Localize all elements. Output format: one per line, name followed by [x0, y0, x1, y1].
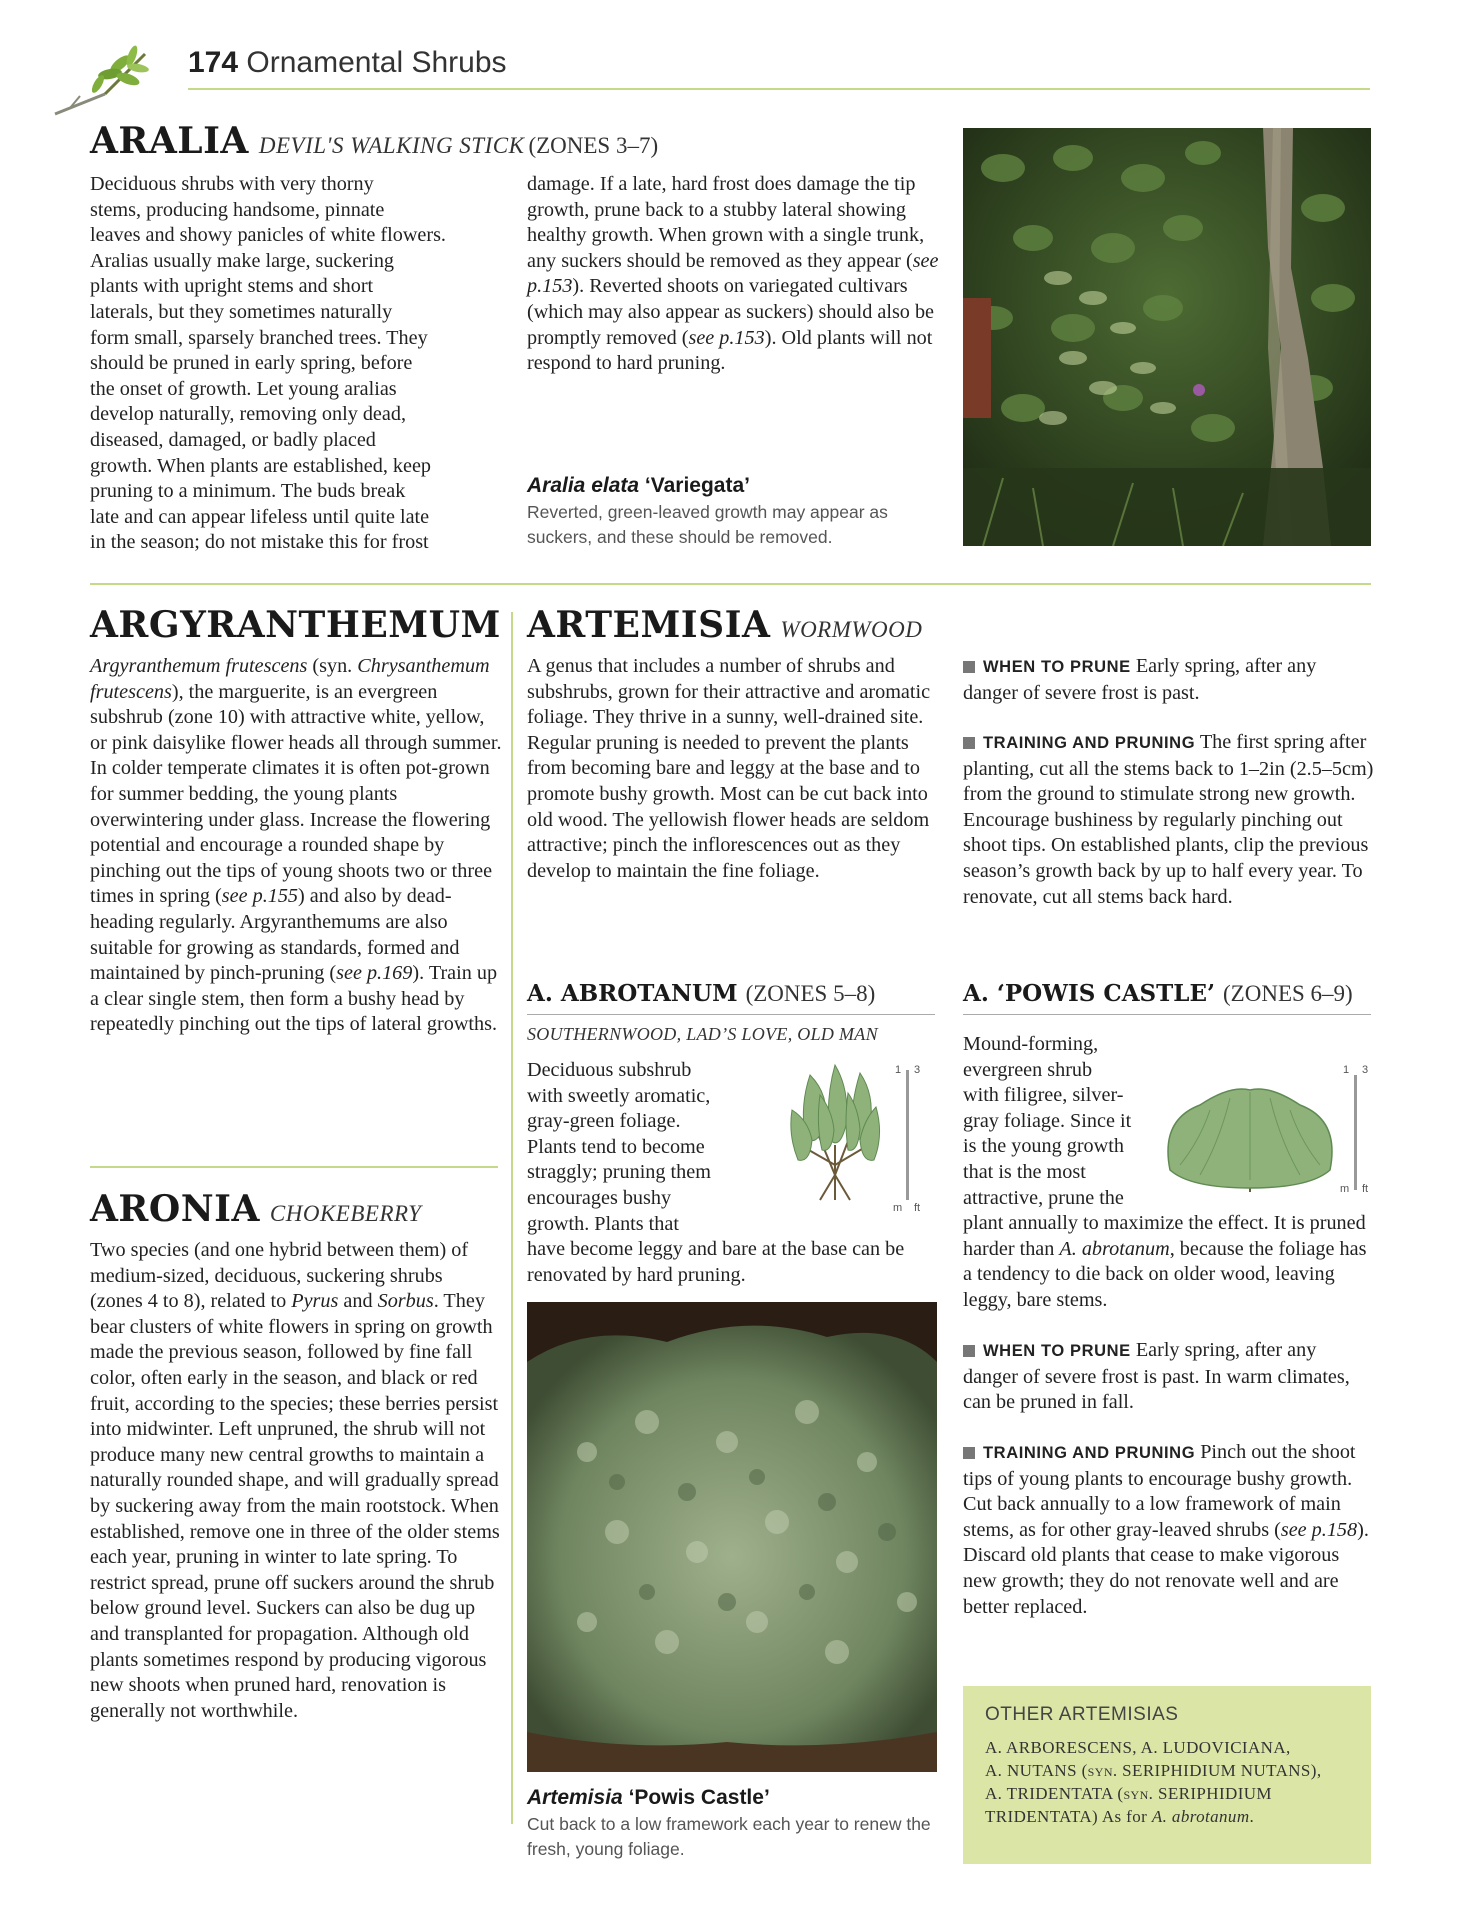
powis-scale-m: 1 — [1343, 1064, 1350, 1076]
artemisia-intro: A genus that includes a number of shrubs and subshrubs, grown for their attractive and aromatic foliage. They thrive in a sunny, well-drained site. Regular pruning is needed to prevent the plants from becoming bare and leggy at the base and to promote bushy growth. Most can be cut back into old wood. The yellowish flower heads are seldom attractive; pinch the inflorescences out as they develop to maintain the fine foliage. — [527, 655, 931, 882]
aralia-zones: (ZONES 3–7) — [528, 133, 659, 158]
abrotanum-scale-ft: 3 — [914, 1064, 921, 1076]
powis-heading: A. ‘POWIS CASTLE’ (ZONES 6–9) — [963, 980, 1353, 1007]
page-header — [188, 46, 507, 80]
other-artemisias-box — [963, 1686, 1371, 1864]
aralia-caption — [527, 474, 939, 550]
powis-scale-bar — [1354, 1075, 1357, 1190]
powis-caption-text: Cut back to a low framework each year to renew the fresh, young foliage. — [527, 1814, 931, 1859]
aralia-heading: ARALIA DEVIL'S WALKING STICK (ZONES 3–7) — [90, 120, 659, 162]
abrotanum-aka: SOUTHERNWOOD, LAD’S LOVE, OLD MAN — [527, 1024, 878, 1044]
aralia-common-name: DEVIL'S WALKING STICK — [258, 133, 525, 158]
powis-unit-ft: ft — [1362, 1183, 1369, 1195]
aralia-col1: Deciduous shrubs with very thorny stems, producing handsome, pinnate leaves and showy panicles of white flowers. Aralias usually make large, suckering plants with upright stems and short laterals, but they sometimes naturally form small, sparsely branched trees. They should be pruned in early spring, before the onset of growth. Let young aralias develop naturally, removing only dead, diseased, damaged, or badly placed growth. When plants are established, keep pruning to a minimum. The buds break late and can appear lifeless until quite late in the season; do not mistake this for frost — [90, 173, 446, 554]
aralia-photo — [963, 128, 1371, 546]
other-artemisias-heading: OTHER ARTEMISIAS — [985, 1704, 1179, 1725]
aronia-common-name: CHOKEBERRY — [269, 1201, 422, 1226]
aralia-caption-text: Reverted, green-leaved growth may appear as suckers, and these should be removed. — [527, 502, 888, 547]
abrotanum-scale-m: 1 — [895, 1064, 902, 1076]
abrotanum-rule — [527, 1014, 935, 1015]
header-sprig-icon — [50, 34, 150, 124]
abrotanum-text: Deciduous subshrub with sweetly aromatic, gray-green foliage. Plants tend to become straggly; pruning them encourages bushy growth. Plants that have become leggy and bare at the base can be renovated by hard pruning. — [527, 1059, 905, 1286]
powis-scale-ft: 3 — [1362, 1064, 1369, 1076]
powis-text: Mound-forming, evergreen shrub with filigree, silver- gray foliage. Since it is the young growth that is the most attractive, prune the plant annually to maximize the effect. It is pruned harder than A. abrotanum, because the foliage has a tendency to die back on older wood, leaving leggy, bare stems. — [963, 1033, 1367, 1311]
artemisia-training: TRAINING AND PRUNING The first spring after planting, cut all the stems back to 1–2in (2.5–5cm) from the ground to stimulate strong new growth. Encourage bushiness by regularly pinching out shoot tips. On established plants, clip the previous season’s growth back by up to half every year. To renovate, cut all stems back hard. — [963, 731, 1374, 908]
section-divider — [90, 583, 1371, 585]
abrotanum-unit-m: m — [893, 1202, 903, 1214]
argyranthemum-text: Argyranthemum frutescens (syn. Chrysanthemum frutescens), the marguerite, is an evergreen subshrub (zone 10) with attractive white, yellow, or pink daisylike flower heads all through summer. In colder temperate climates it is often pot-grown for summer bedding, the young plants overwintering under glass. Increase the flowering potential and encourage a rounded shape by pinching out the tips of young shoots two or three times in spring (see p.155) and also by dead-heading regularly. Argyranthemums are also suitable for growing as standards, formed and maintained by pinch-pruning (see p.169). Train up a clear single stem, then form a bushy head by repeatedly pinching out the tips of lateral growths. — [90, 655, 502, 1036]
powis-training: TRAINING AND PRUNING Pinch out the shoot tips of young plants to encourage bushy growth. Cut back annually to a low framework of main stems, as for other gray-leaved shrubs (see p.158). Discard old plants that cease to make vigorous new growth; they do not renovate well and are better replaced. — [963, 1441, 1369, 1618]
abrotanum-unit-ft: ft — [914, 1202, 921, 1214]
header-rule — [188, 88, 1370, 90]
powis-caption — [527, 1786, 939, 1862]
aralia-caption-title: Aralia elata ‘Variegata’ — [527, 474, 750, 497]
powis-castle-photo — [527, 1302, 937, 1772]
other-artemisias-list: A. ARBORESCENS, A. LUDOVICIANA, A. NUTANS (syn. SERIPHIDIUM NUTANS), A. TRIDENTATA (syn. SERIPHIDIUM TRIDENTATA) As for A. abrotanum. — [985, 1738, 1322, 1826]
aronia-heading: ARONIA CHOKEBERRY — [90, 1188, 422, 1230]
abrotanum-scale-bar — [906, 1070, 909, 1200]
bullet-square-icon — [963, 661, 975, 673]
aronia-text: Two species (and one hybrid between them) of medium-sized, deciduous, suckering shrubs (zones 4 to 8), related to Pyrus and Sorbus. They bear clusters of white flowers in spring on growth made the previous season, followed by fine fall color, often early in the season, and black or red fruit, according to the species; these berries persist into midwinter. Left unpruned, the shrub will not produce many new central growths to maintain a naturally rounded shape, and will gradually spread by suckering away from the main rootstock. When established, remove one in three of the older stems each year, pruning in winter to late spring. To restrict spread, prune off suckers around the shrub below ground level. Suckers can also be dug up and transplanted for propagation. Although old plants sometimes respond by producing vigorous new shoots when pruned hard, renovation is generally not worthwhile. — [90, 1239, 500, 1722]
powis-when-to-prune: WHEN TO PRUNE Early spring, after any danger of severe frost is past. In warm climates, can be pruned in fall. — [963, 1339, 1350, 1414]
abrotanum-heading: A. ABROTANUM (ZONES 5–8) — [527, 980, 876, 1007]
bullet-square-icon — [963, 1447, 975, 1459]
artemisia-when-to-prune: WHEN TO PRUNE Early spring, after any danger of severe frost is past. — [963, 655, 1317, 704]
powis-rule — [963, 1014, 1371, 1015]
page-number: 174 — [188, 46, 239, 79]
powis-illustration — [1160, 1080, 1340, 1195]
column-divider — [511, 612, 513, 1824]
argyranthemum-heading: ARGYRANTHEMUM — [90, 604, 501, 646]
abrotanum-illustration — [780, 1055, 890, 1205]
section-title: Ornamental Shrubs — [246, 46, 507, 79]
argyranthemum-rule — [90, 1166, 498, 1168]
bullet-square-icon — [963, 737, 975, 749]
aralia-col2: damage. If a late, hard frost does damage the tip growth, prune back to a stubby lateral showing healthy growth. When grown with a single trunk, any suckers should be removed as they appear (see p.153). Reverted shoots on variegated cultivars (which may also appear as suckers) should also be promptly removed (see p.153). Old plants will not respond to hard pruning. — [527, 173, 939, 375]
powis-caption-title: Artemisia ‘Powis Castle’ — [527, 1786, 770, 1809]
artemisia-common-name: WORMWOOD — [780, 617, 923, 642]
artemisia-heading: ARTEMISIA WORMWOOD — [527, 604, 923, 646]
bullet-square-icon — [963, 1345, 975, 1357]
powis-unit-m: m — [1340, 1183, 1350, 1195]
